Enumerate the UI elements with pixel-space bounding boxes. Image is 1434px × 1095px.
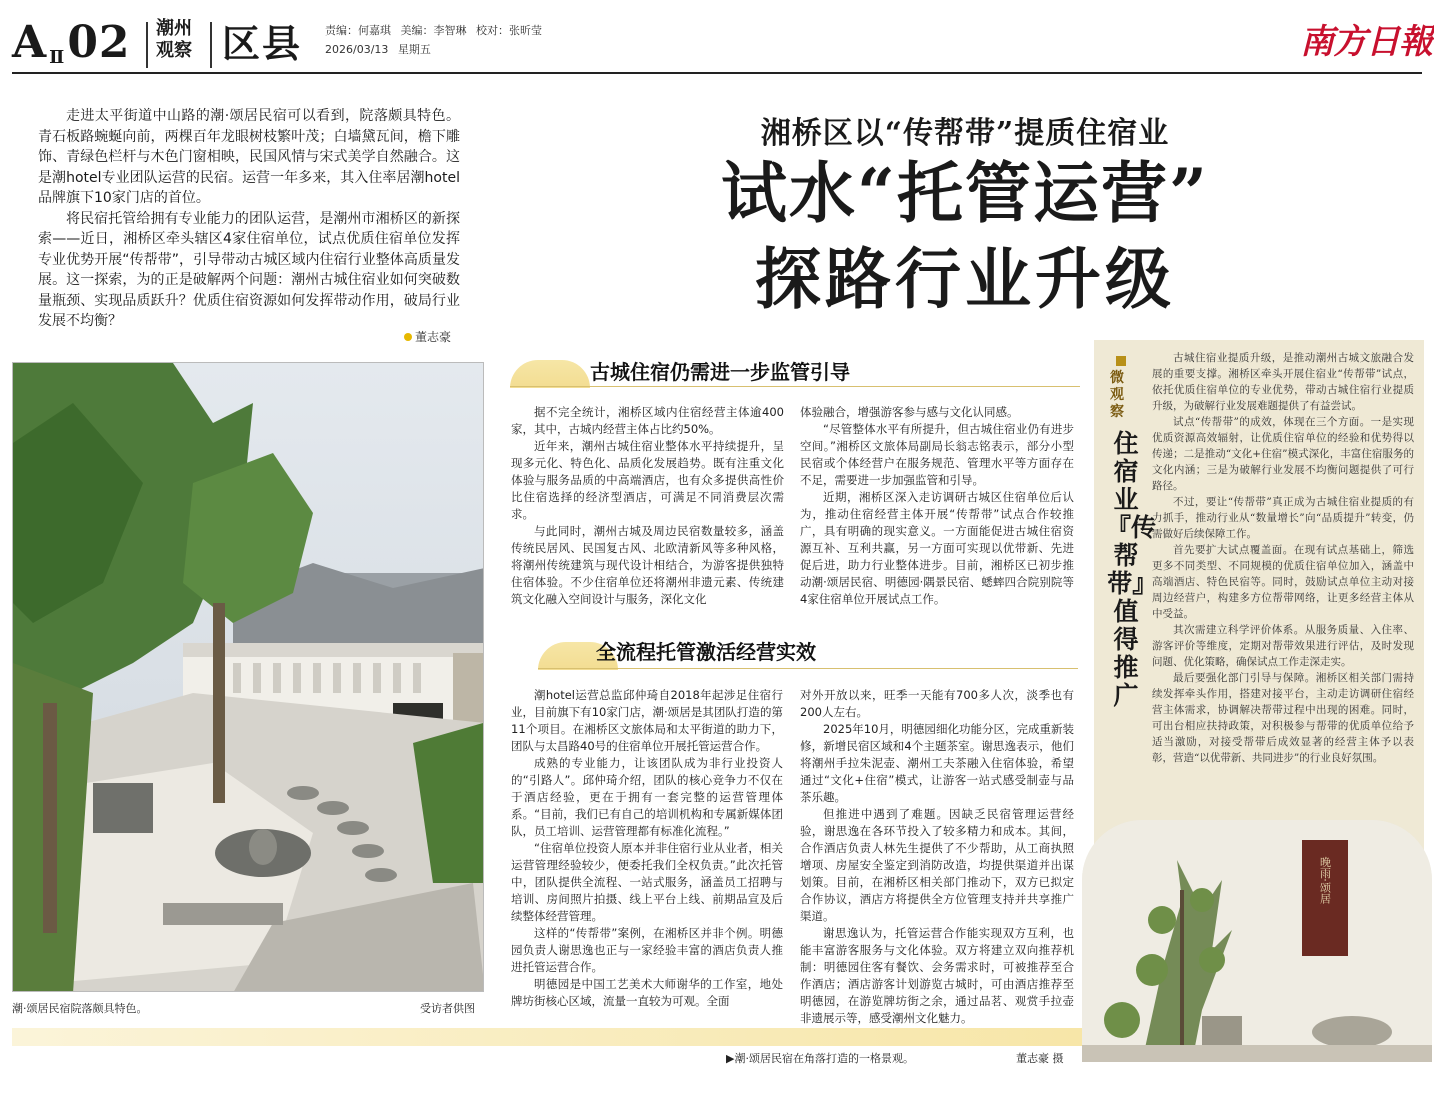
courtyard-photo (12, 362, 484, 992)
page-num: 02 (67, 17, 131, 68)
square-marker-icon (1116, 356, 1126, 366)
bullet-dot-icon (404, 333, 412, 341)
header-divider (210, 22, 212, 68)
section-name: 区县 (222, 21, 303, 66)
header-divider (146, 22, 148, 68)
column-line: 潮州 (156, 18, 192, 39)
author-name: 董志豪 (415, 330, 452, 344)
subhead-title: 全流程托管激活经营实效 (596, 640, 816, 664)
photo-credit: 受访者供图 (420, 1002, 475, 1015)
article-paragraph: 近年来，潮州古城住宿业整体水平持续提升，呈现多元化、特色化、品质化发展趋势。既有注重文化体验与服务品质的中高端酒店，也有众多提供高性价比住宿选择的经济型酒店，可满足不同消费层次需求。 (511, 439, 784, 521)
article-paragraph: 但推进中遇到了难题。因缺乏民宿管理运营经验，谢思逸在各环节投入了较多精力和成本。其间，合作酒店负责人林先生提供了不少帮助，从工商执照增项、房屋安全鉴定到消防改造，均提供渠道并出谋划策。目前，在湘桥区相关部门推动下，双方已拟定合作协议，酒店方将提供全方位管理支持并共享推广渠道。 (800, 807, 1074, 923)
issue-date: 2026/03/13 星期五 (325, 43, 431, 56)
article-paragraph: 这样的“传帮带”案例，在湘桥区并非个例。明德园负责人谢思逸也正与一家经验丰富的酒店负责人推进托管运营合作。 (511, 926, 783, 974)
page-letter: A (12, 17, 48, 68)
article-paragraph: 谢思逸认为，托管运营合作能实现双方互利，也能丰富游客服务与文化体验。双方将建立双向推荐机制：明德园住客有餐饮、会务需求时，可被推荐至合作酒店；酒店游客计划游览古城时，可由酒店推荐至明德园，在游览牌坊街之余，通过品茗、观赏手拉壶非遗展示等，感受潮州文化魅力。 (800, 926, 1074, 1025)
article-paragraph: “住宿单位投资人原本并非住宿行业从业者，相关运营管理经验较少，便委托我们全权负责。”此次托管中，团队提供全流程、一站式服务，涵盖员工招聘与培训、房间照片拍摄、线上平台上线、前期品宣及后续整体经营管理。 (511, 841, 783, 923)
article-paragraph: “尽管整体水平有所提升，但古城住宿业仍有进步空间。”湘桥区文旅体局副局长翁志铭表示，部分小型民宿或个体经营户在服务规范、管理水平等方面存在不足，需要进一步加强监管和引导。 (800, 422, 1074, 487)
commentary-tag (1110, 356, 1132, 421)
subhead-rule (510, 386, 1080, 387)
commentary-paragraph: 其次需建立科学评价体系。从服务质量、入住率、游客评价等维度，定期对帮带效果进行评估，及时发现问题、优化策略，确保试点工作走深走实。 (1152, 624, 1414, 668)
commentary-paragraph: 试点“传帮带”的成效，体现在三个方面。一是实现优质资源高效辐射，让优质住宿单位的经验和优势得以传递；二是推动“文化+住宿”模式深化，丰富住宿服务的文化内涵；三是为破解行业发展不均衡问题提供了可行路径。 (1152, 416, 1414, 492)
header-rule (12, 72, 1422, 74)
sign-text: 晚雨·颂居 (1318, 856, 1332, 904)
headline-main-2: 探路行业升级 (755, 240, 1175, 318)
photo-credit: 董志豪 摄 (1016, 1052, 1064, 1065)
footer-band (12, 1028, 1082, 1046)
lead-paragraph: 将民宿托管给拥有专业能力的团队运营，是潮州市湘桥区的新探索——近日，湘桥区牵头辖区4家住宿单位，试点优质住宿单位发挥专业优势开展“传帮带”，引导带动古城区域内住宿行业整体高质量发展。这一探索，为的正是破解两个问题：潮州古城住宿业如何突破数量瓶颈、实现品质跃升？优质住宿资源如何发挥带动作用，破局行业发展不均衡？ (38, 210, 460, 329)
subhead-rule (538, 668, 1078, 669)
byline (404, 328, 451, 345)
article-paragraph: 近期，湘桥区深入走访调研古城区住宿单位后认为，推动住宿经营主体开展“传帮带”试点合作较推广，具有明确的现实意义。一方面能促进古城住宿资源互补、互利共赢，另一方面可实现以优带新、先进促后进，助力行业整体进步。目前，湘桥区已初步推动潮·颂居民宿、明德园·隅景民宿、蟋蟀四合院别院等4家住宿单位开展试点工作。 (800, 490, 1074, 606)
commentary-body (1152, 350, 1414, 766)
article-column (800, 404, 1074, 608)
commentary-paragraph: 古城住宿业提质升级，是推动潮州古城文旅融合发展的重要支撑。湘桥区牵头开展住宿业“传帮带”试点，依托优质住宿单位的专业优势，带动古城住宿行业提质升级，为破解行业发展难题提供了有益尝试。 (1152, 352, 1414, 412)
article-paragraph: 据不完全统计，湘桥区域内住宿经营主体逾400家，其中，古城内经营主体占比约50%。 (511, 405, 784, 436)
column-line: 观察 (156, 40, 192, 61)
lead-text (38, 106, 460, 332)
article-column (511, 404, 784, 608)
commentary-paragraph: 不过，要让“传帮带”真正成为古城住宿业提质的有力抓手，推动行业从“数量增长”向“品质提升”转变，仍需做好后续保障工作。 (1152, 496, 1414, 540)
article-paragraph: 2025年10月，明德园细化功能分区，完成重新装修，新增民宿区域和4个主题茶室。谢思逸表示，他们将潮州手拉朱泥壶、潮州工夫茶融入住宿体验，希望通过“文化+住宿”模式，让游客一站式感受制壶与品茶乐趣。 (800, 722, 1074, 804)
commentary-paragraph: 最后要强化部门引导与保障。湘桥区相关部门需持续发挥牵头作用，搭建对接平台，主动走访调研住宿经营主体需求，协调解决帮带过程中出现的困难。同时，可出台相应扶持政策，对积极参与帮带的优质单位给予适当激励，对接受帮带后成效显著的经营主体予以表彰，营造“以优带新、共同进步”的行业良好氛围。 (1152, 672, 1414, 764)
commentary-title: 住宿业『传帮带』值得推广 (1106, 429, 1157, 710)
article-paragraph: 成熟的专业能力，让该团队成为非行业投资人的“引路人”。邱仲琦介绍，团队的核心竞争力不仅在于酒店经验，更在于拥有一套完整的运营管理体系。“目前，我们已有自己的培训机构和专属新媒体团队，员工培训、运营管理都有标准化流程。” (511, 756, 783, 838)
article-column (800, 687, 1074, 1027)
column-name (156, 18, 200, 62)
article-column (511, 687, 783, 1010)
subhead-ornament (510, 360, 590, 388)
lead-paragraph: 走进太平街道中山路的潮·颂居民宿可以看到，院落颇具特色。青石板路蜿蜒向前，两棵百年龙眼树枝繁叶茂；白墙黛瓦间，檐下雕饰、青绿色栏杆与木色门窗相映，民国风情与宋式美学自然融合。这是潮hotel专业团队运营的民宿。运营一年多来，其入住率居潮hotel品牌旗下10家门店的首位。 (38, 108, 460, 206)
landscape-photo (1082, 820, 1432, 1062)
article-paragraph: 对外开放以来，旺季一天能有700多人次，淡季也有200人左右。 (800, 688, 1074, 719)
subhead-title: 古城住宿仍需进一步监管引导 (590, 360, 850, 384)
commentary-paragraph: 首先要扩大试点覆盖面。在现有试点基础上，筛选更多不同类型、不同规模的优质住宿单位加入，涵盖中高端酒店、特色民宿等。同时，鼓励试点单位主动对接周边经营户，构建多方位帮带网络，让更多经营主体从中受益。 (1152, 544, 1414, 620)
newspaper-logo: 南方日報 (1300, 22, 1432, 62)
article-paragraph: 明德园是中国工艺美术大师谢华的工作室，地处牌坊街核心区域，流量一直较为可观。全面 (511, 977, 783, 1008)
editor-credits: 责编：何嘉琪 美编：李智琳 校对：张昕莹 (325, 24, 542, 37)
article-paragraph: 与此同时，潮州古城及周边民宿数量较多，涵盖传统民居风、民国复古风、北欧清新风等多种风格，将潮州传统建筑与现代设计相结合，为游客提供独特住宿体验。不少住宿单位还将潮州非遗元素、传统建筑文化融入空间设计与服务，深化文化 (511, 524, 784, 606)
article-paragraph: 体验融合，增强游客参与感与文化认同感。 (800, 405, 1019, 419)
headline-kicker: 湘桥区以“传帮带”提质住宿业 (760, 116, 1170, 151)
page-edition: Ⅱ (49, 47, 66, 68)
commentary-tag-text: 微观察 (1110, 370, 1124, 420)
photo-caption: ▶潮·颂居民宿在角落打造的一格景观。 (726, 1052, 914, 1065)
photo-caption: 潮·颂居民宿院落颇具特色。 (12, 1002, 148, 1015)
article-paragraph: 潮hotel运营总监邱仲琦自2018年起涉足住宿行业，目前旗下有10家门店，潮·颂居是其团队打造的第11个项目。在湘桥区文旅体局和太平街道的助力下，团队与太昌路40号的住宿单位开展托管运营合作。 (511, 688, 783, 753)
headline-main: 试水“托管运营” (721, 154, 1209, 232)
